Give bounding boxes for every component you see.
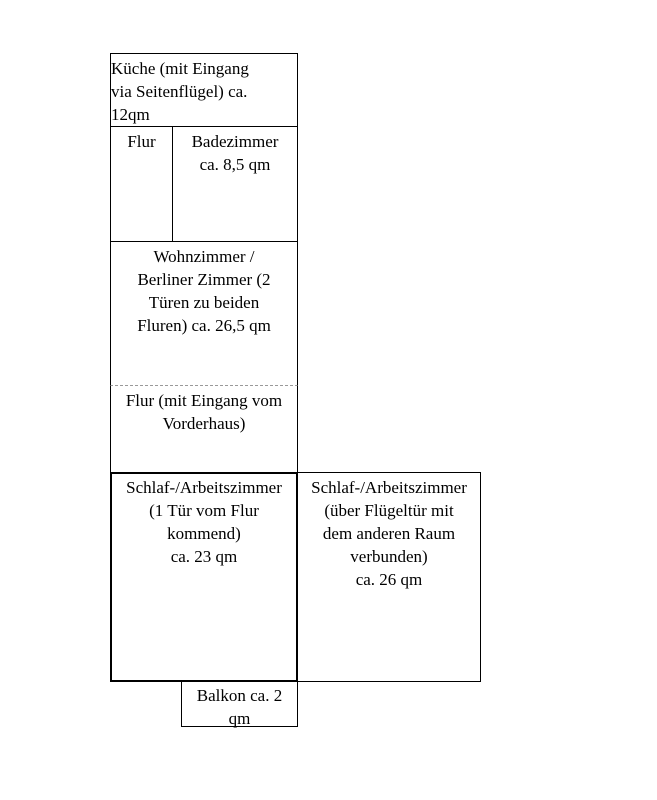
room-hallway-lower-label: Flur (mit Eingang vom Vorderhaus) [125,391,283,433]
room-kitchen [110,53,298,127]
room-bathroom-label: Badezimmer ca. 8,5 qm [191,132,279,174]
room-balcony [181,681,298,727]
room-hallway-lower [110,385,298,473]
room-kitchen-label: Küche (mit Eingang via Seitenflügel) ca. 12qm [111,59,249,124]
room-bedroom-left-label: Schlaf-/Arbeitszimmer (1 Tür vom Flur kommend) ca. 23 qm [126,478,282,566]
room-bathroom [172,126,298,242]
room-living-room [110,241,298,386]
room-hallway-upper [110,126,173,242]
room-living-room-label: Wohnzimmer / Berliner Zimmer (2 Türen zu beiden Fluren) ca. 26,5 qm [137,247,271,335]
room-bedroom-left [110,472,298,682]
room-bedroom-right [297,472,481,682]
room-hallway-upper-label: Flur [127,132,156,151]
room-balcony-label: Balkon ca. 2 qm [196,686,283,728]
room-bedroom-right-label: Schlaf-/Arbeitszimmer (über Flügeltür mit dem anderen Raum verbunden) ca. 26 qm [311,478,467,589]
